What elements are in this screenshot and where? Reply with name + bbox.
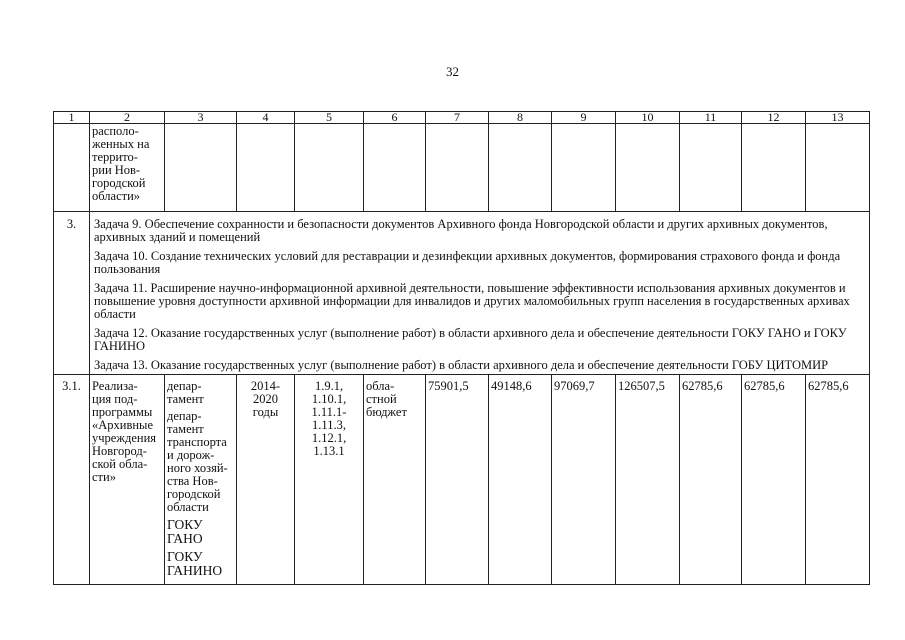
col-header: 5 [295, 112, 364, 124]
executor: ГОКУ ГАНО [167, 517, 203, 546]
source-cell: обла- стной бюджет [364, 375, 426, 585]
amount-cell: 62785,6 [680, 375, 742, 585]
task-12: Задача 12. Оказание государственных услуг (выполнение работ) в области архивного дела и обеспечение деятельности ГОКУ ГАНО и ГОКУ ГАНИНО [94, 326, 847, 353]
amount-cell: 75901,5 [426, 375, 489, 585]
targets-cell: 1.9.1, 1.10.1, 1.11.1- 1.11.3, 1.12.1, 1.13.1 [295, 375, 364, 585]
tasks-cell [90, 212, 870, 375]
header-row [54, 112, 870, 124]
amount-cell: 62785,6 [806, 375, 870, 585]
executor: депар- тамент транспорта и дорож- ного хозяй- ства Нов- городской области [167, 409, 228, 514]
task-9: Задача 9. Обеспечение сохранности и безопасности документов Архивного фонда Новгородской области и других архивных документов, архивных зданий и помещений [94, 217, 828, 244]
col-header: 1 [54, 112, 90, 124]
period-cell: 2014- 2020 годы [237, 375, 295, 585]
col-header: 3 [165, 112, 237, 124]
amount-cell: 62785,6 [742, 375, 806, 585]
subprogram-name: Реализа- ция под- программы «Архивные учреждения Новгород- ской обла- сти» [90, 375, 165, 585]
task-10: Задача 10. Создание технических условий для реставрации и дезинфекции архивных документов, формирования страхового фонда и фонда пользования [94, 249, 841, 276]
amount-cell: 97069,7 [552, 375, 616, 585]
table-row-3-1 [54, 375, 870, 585]
col-header: 12 [742, 112, 806, 124]
executor: ГОКУ ГАНИНО [167, 549, 223, 578]
col-header: 13 [806, 112, 870, 124]
col-header: 11 [680, 112, 742, 124]
amount-cell: 126507,5 [616, 375, 680, 585]
col-header: 7 [426, 112, 489, 124]
col-header: 10 [616, 112, 680, 124]
executors-cell [165, 375, 237, 585]
col-header: 6 [364, 112, 426, 124]
col-header: 9 [552, 112, 616, 124]
amount-cell: 49148,6 [489, 375, 552, 585]
task-13: Задача 13. Оказание государственных услуг (выполнение работ) в области архивного дела и обеспечение деятельности ГОБУ ЦИТОМИР [94, 358, 829, 372]
page-number: 32 [446, 64, 459, 79]
executor: депар- тамент [167, 379, 204, 406]
col-header: 4 [237, 112, 295, 124]
program-table [53, 111, 870, 585]
table-row-continuation [54, 124, 870, 212]
task-11: Задача 11. Расширение научно-информационной архивной деятельности, повышение эффективности использования архивных документов и повышение уровня доступности архивной информации для инвалидов и других маломобильных групп населения в государственных архивах области [94, 281, 850, 321]
table-row-tasks [54, 212, 870, 375]
col-header: 2 [90, 112, 165, 124]
row-number: 3. [54, 212, 90, 375]
col-header: 8 [489, 112, 552, 124]
row-number: 3.1. [54, 375, 90, 585]
cell-name-continuation: располо- женных на террито- рии Нов- городской области» [90, 124, 165, 212]
